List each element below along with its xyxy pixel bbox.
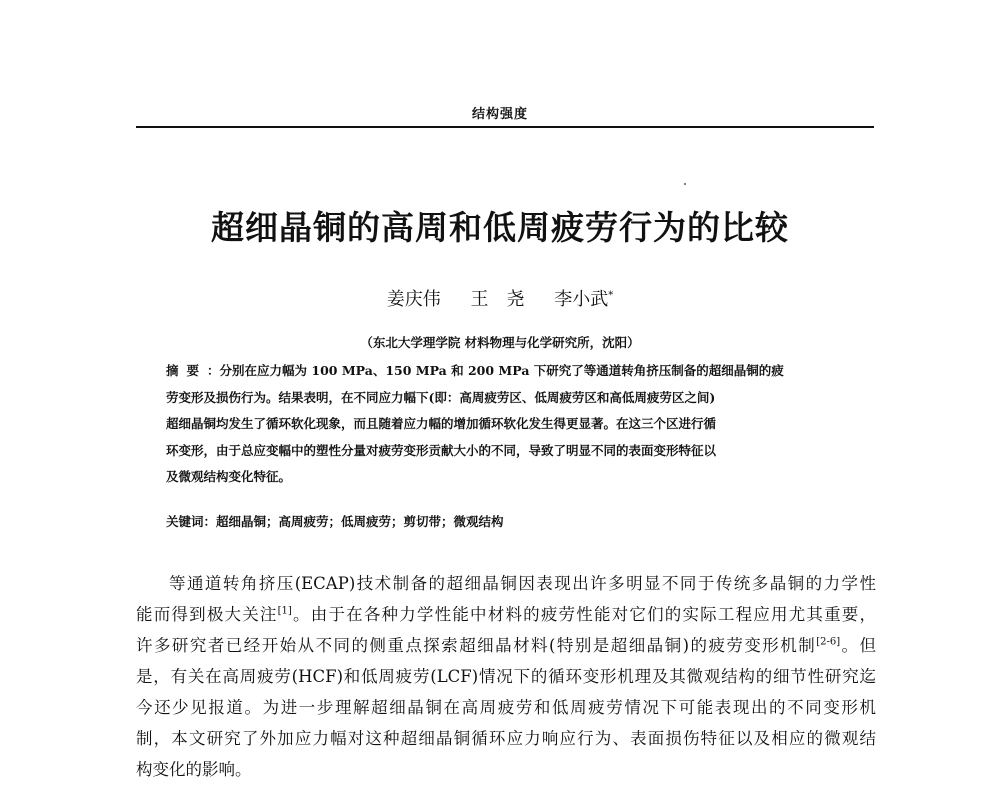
author-3 [554,289,613,310]
keywords [166,512,844,530]
abstract-colon: ： [207,363,220,378]
paper-title: 超细晶铜的高周和低周疲劳行为的比较 [211,208,789,247]
abstract-line: 及微观结构变化特征。 [166,469,292,484]
citation-ref: [1] [277,605,292,617]
author-list [0,285,1000,311]
author-3-name: 李小武 [554,289,609,310]
body-line: 制，本文研究了外加应力幅对这种超细晶铜循环应力响应行为、表面损伤特征以及相应的微观结 [136,729,876,748]
body-line: 是，有关在高周疲劳(HCF)和低周疲劳(LCF)情况下的循环变形机理及其微观结构的细节性研究迄 [136,667,876,686]
abstract-line [166,358,844,385]
corresponding-author-mark: * [608,290,614,301]
body-line-part: 。但 [840,636,877,655]
abstract-text: 分别在应力幅为 100 MPa、150 MPa 和 200 MPa 下研究了等通道转角挤压制备的超细晶铜的疲 [219,363,784,378]
scan-speck [684,183,686,185]
body-paragraph [136,568,876,785]
running-head: 结构强度 [471,107,528,122]
body-line: 今还少见报道。为进一步理解超细晶铜在高周疲劳和低周疲劳情况下可能表现出的不同变形机 [136,698,876,717]
abstract [166,358,844,491]
keywords-label: 关键词： [166,514,217,529]
abstract-line: 劳变形及损伤行为。结果表明，在不同应力幅下(即：高周疲劳区、低周疲劳区和高低周疲劳区之间) [166,389,716,405]
citation-ref: [2-6] [816,636,841,648]
author-2: 王 尧 [470,289,525,310]
body-line: 等通道转角挤压(ECAP)技术制备的超细晶铜因表现出许多明显不同于传统多晶铜的力学性 [169,574,876,593]
abstract-label: 摘要 [166,363,208,378]
header-rule [136,126,874,128]
affiliation: （东北大学理学院 材料物理与化学研究所，沈阳） [360,335,640,350]
body-line [136,599,876,630]
keywords-text: 超细晶铜；高周疲劳；低周疲劳；剪切带；微观结构 [216,514,504,529]
body-line-part: 。由于在各种力学性能中材料的疲劳性能对它们的实际工程应用尤其重要， [291,605,876,624]
abstract-line: 超细晶铜均发生了循环软化现象，而且随着应力幅的增加循环软化发生得更显著。在这三个区进行循 [166,416,717,431]
abstract-line: 环变形，由于总应变幅中的塑性分量对疲劳变形贡献大小的不同，导致了明显不同的表面变形特征以 [166,442,717,458]
body-line: 构变化的影响。 [136,760,252,779]
body-line-part: 能而得到极大关注 [136,605,278,624]
body-line [136,630,876,661]
body-line-part: 许多研究者已经开始从不同的侧重点探索超细晶材料(特别是超细晶铜)的疲劳变形机制 [136,636,817,655]
author-1: 姜庆伟 [386,289,441,310]
